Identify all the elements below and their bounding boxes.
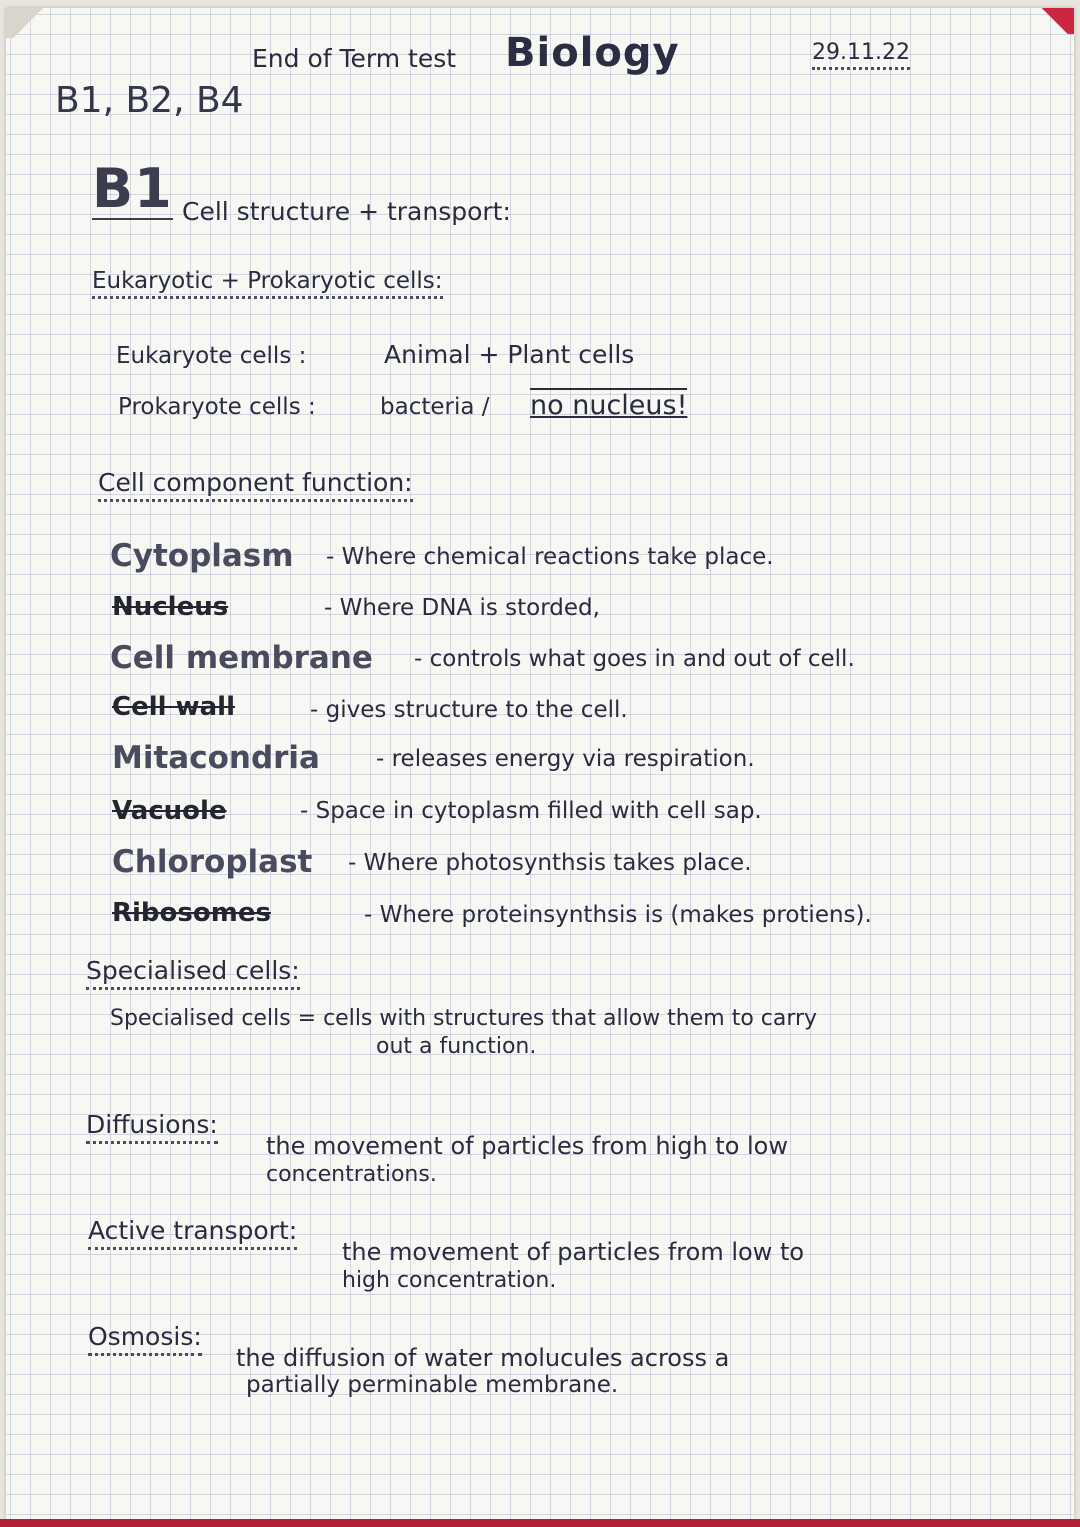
prokaryote-label: Prokaryote cells : bbox=[118, 394, 316, 420]
date: 29.11.22 bbox=[812, 40, 910, 70]
diffusion-line-1: the movement of particles from high to low bbox=[266, 1132, 788, 1160]
component-name: Vacuole bbox=[112, 796, 227, 826]
red-page-edge bbox=[0, 1519, 1080, 1527]
component-name: Cell wall bbox=[112, 692, 235, 722]
specialised-line-1: Specialised cells = cells with structures that allow them to carry bbox=[110, 1006, 818, 1031]
component-desc: - gives structure to the cell. bbox=[310, 697, 628, 723]
component-name: Nucleus bbox=[112, 592, 229, 622]
eukaryote-value: Animal + Plant cells bbox=[384, 340, 635, 369]
specialised-line-2: out a function. bbox=[376, 1034, 537, 1059]
component-name: Cell membrane bbox=[110, 640, 373, 676]
red-page-corner bbox=[1034, 8, 1074, 34]
component-name: Mitacondria bbox=[112, 740, 320, 776]
component-name: Chloroplast bbox=[112, 844, 313, 880]
component-desc: - Space in cytoplasm filled with cell sap. bbox=[300, 798, 762, 824]
prokaryote-emphasis: no nucleus! bbox=[530, 390, 688, 421]
eukaryote-label: Eukaryote cells : bbox=[116, 343, 307, 369]
osmosis-line-2: partially perminable membrane. bbox=[246, 1372, 619, 1398]
component-desc: - controls what goes in and out of cell. bbox=[414, 646, 855, 672]
active-transport-line-1: the movement of particles from low to bbox=[342, 1238, 805, 1266]
osmosis-heading: Osmosis: bbox=[88, 1322, 202, 1356]
osmosis-line-1: the diffusion of water molucules across a bbox=[236, 1344, 730, 1372]
component-desc: - Where proteinsynthsis is (makes protiens). bbox=[364, 902, 872, 928]
component-desc: - Where chemical reactions take place. bbox=[326, 544, 774, 570]
topics-list: B1, B2, B4 bbox=[55, 80, 244, 121]
specialised-heading: Specialised cells: bbox=[86, 956, 300, 990]
component-desc: - Where photosynthsis takes place. bbox=[348, 850, 752, 876]
active-transport-heading: Active transport: bbox=[88, 1216, 297, 1250]
prokaryote-value: bacteria / bbox=[380, 394, 490, 420]
page-corner-fold bbox=[6, 8, 52, 38]
end-of-term-title: End of Term test bbox=[252, 44, 457, 73]
active-transport-line-2: high concentration. bbox=[342, 1268, 557, 1293]
component-name: Ribosomes bbox=[112, 898, 271, 928]
diffusion-heading: Diffusions: bbox=[86, 1110, 218, 1144]
subject-title: Biology bbox=[505, 30, 680, 76]
section-title: Cell structure + transport: bbox=[182, 197, 511, 226]
components-heading: Cell component function: bbox=[98, 468, 413, 502]
component-name: Cytoplasm bbox=[110, 538, 294, 574]
component-desc: - Where DNA is storded, bbox=[324, 595, 600, 621]
component-desc: - releases energy via respiration. bbox=[376, 746, 755, 772]
eukaryotic-heading: Eukaryotic + Prokaryotic cells: bbox=[92, 268, 443, 299]
diffusion-line-2: concentrations. bbox=[266, 1162, 437, 1187]
section-code-b1: B1 bbox=[92, 157, 173, 220]
